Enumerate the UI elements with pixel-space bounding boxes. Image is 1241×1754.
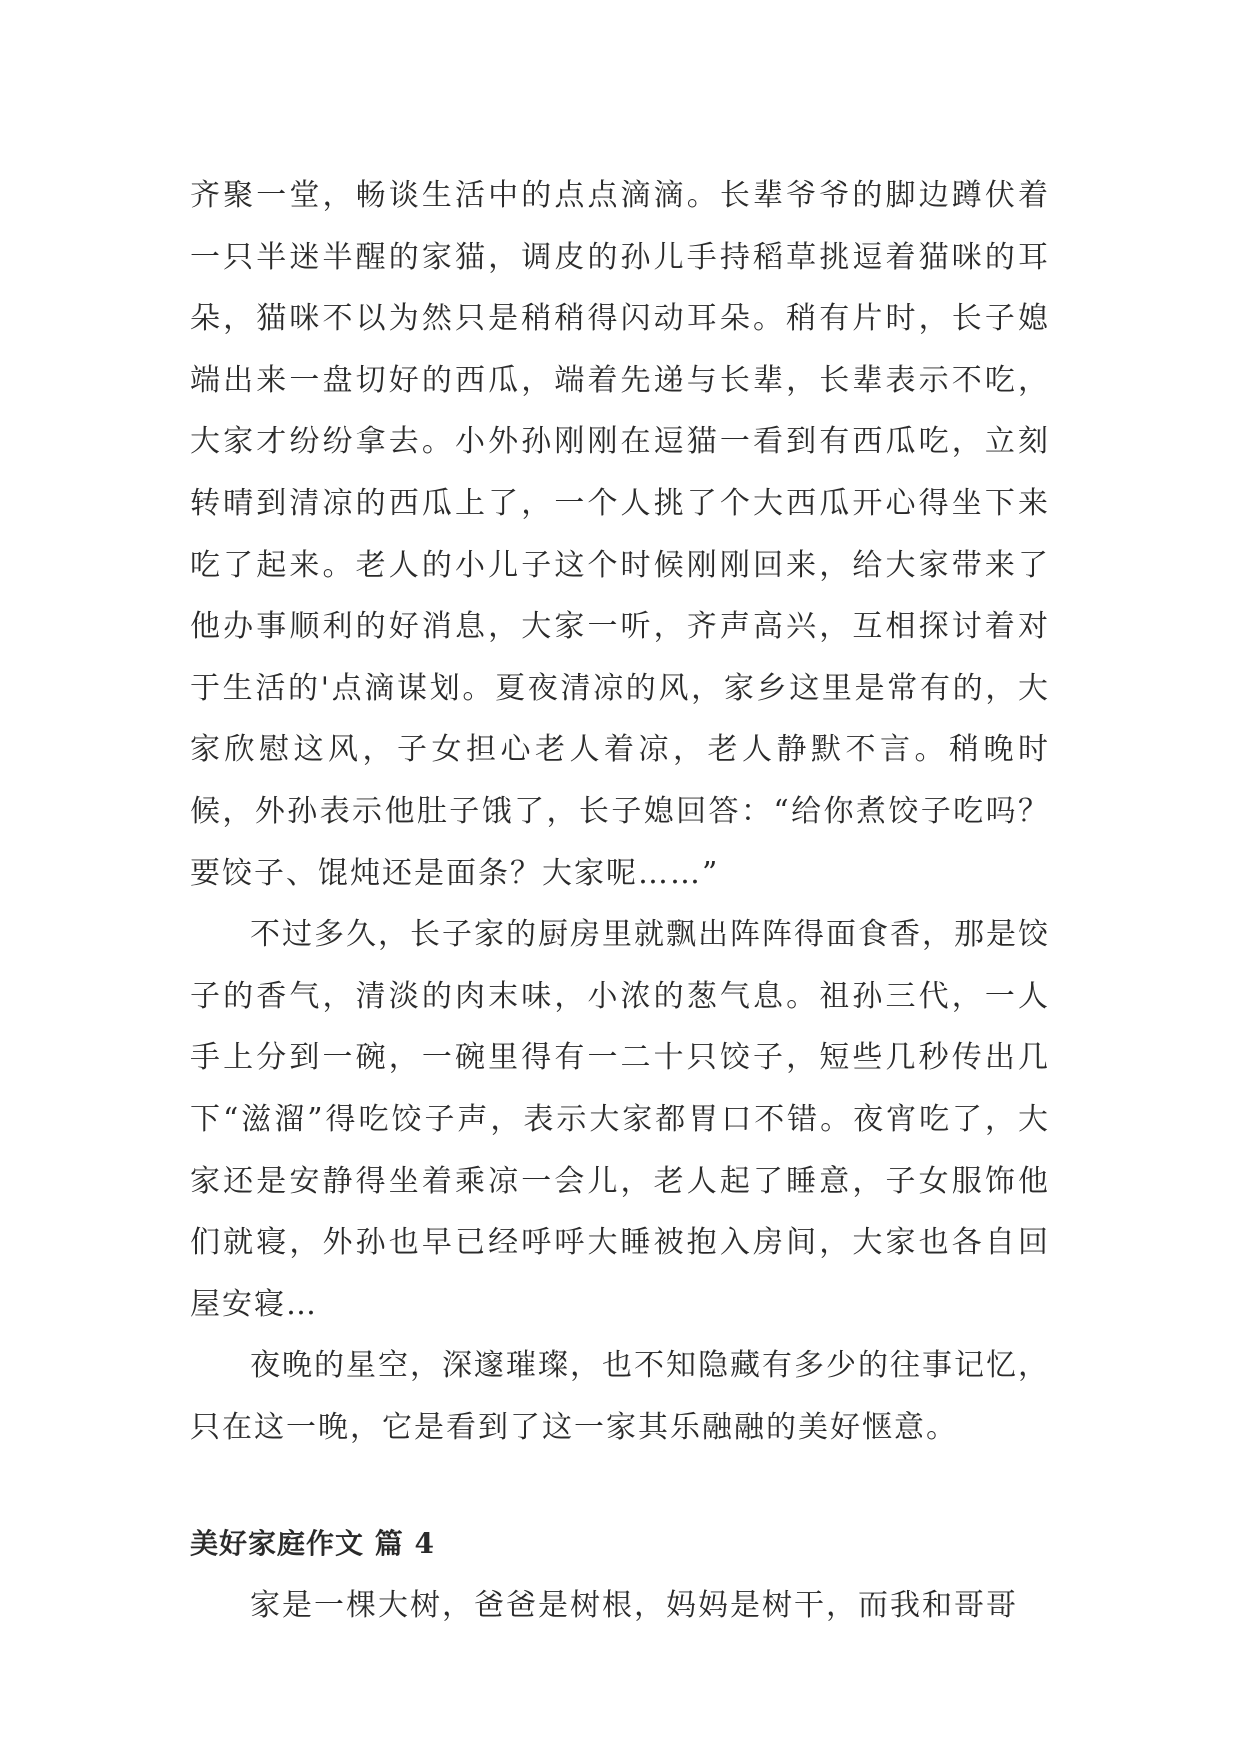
section-spacer [190, 1458, 1050, 1513]
section-heading: 美好家庭作文 篇 4 [190, 1527, 435, 1561]
document-page [190, 165, 1050, 1637]
paragraph-continued: 齐聚一堂，畅谈生活中的点点滴滴。长辈爷爷的脚边蹲伏着一只半迷半醒的家猫，调皮的孙儿手持稻草挑逗着猫咪的耳朵，猫咪不以为然只是稍稍得闪动耳朵。稍有片时，长子媳端出来一盘切好的西瓜，端着先递与长辈，长辈表示不吃，大家才纷纷拿去。小外孙刚刚在逗猫一看到有西瓜吃，立刻转晴到清凉的西瓜上了，一个人挑了个大西瓜开心得坐下来吃了起来。老人的小儿子这个时候刚刚回来，给大家带来了他办事顺利的好消息，大家一听，齐声高兴，互相探讨着对于生活的'点滴谋划。夏夜清凉的风，家乡这里是常有的，大家欣慰这风，子女担心老人着凉，老人静默不言。稍晚时候，外孙表示他肚子饿了，长子媳回答：“给你煮饺子吃吗？要饺子、馄炖还是面条？大家呢……” [190, 178, 1050, 891]
paragraph-night-sky: 夜晚的星空，深邃璀璨，也不知隐藏有多少的往事记忆，只在这一晚，它是看到了这一家其乐融融的美好惬意。 [190, 1348, 1050, 1445]
paragraph-dumplings: 不过多久，长子家的厨房里就飘出阵阵得面食香，那是饺子的香气，清淡的肉末味，小浓的葱气息。祖孙三代，一人手上分到一碗，一碗里得有一二十只饺子，短些几秒传出几下“滋溜”得吃饺子声，表示大家都胃口不错。夜宵吃了，大家还是安静得坐着乘凉一会儿，老人起了睡意，子女服饰他们就寝，外孙也早已经呼呼大睡被抱入房间，大家也各自回屋安寝… [190, 917, 1050, 1322]
paragraph-section-start: 家是一棵大树，爸爸是树根，妈妈是树干，而我和哥哥 [250, 1588, 1018, 1624]
